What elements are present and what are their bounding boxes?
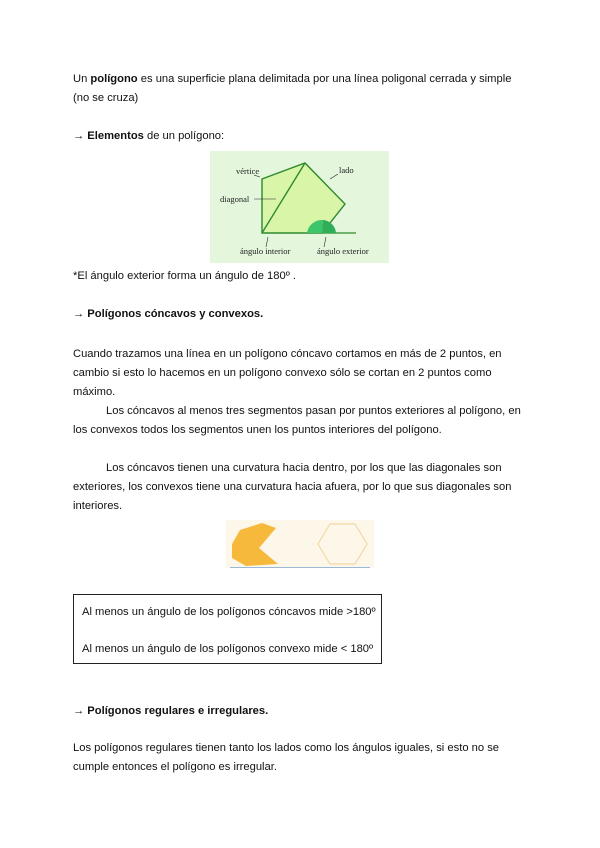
figure-baseline (230, 567, 370, 568)
box-line-convex: Al menos un ángulo de los polígonos convexo mide < 180º (82, 643, 374, 655)
paragraph-line-cut: Cuando trazamos una línea en un polígono cóncavo cortamos en más de 2 puntos, en cambio si esto lo hacemos en un polígono convexo sólo se cortan en 2 puntos como máximo. (73, 348, 502, 398)
label-lado: lado (339, 165, 354, 175)
intro-text: es una superficie plana delimitada por una línea poligonal cerrada y simple (no se cruza) (73, 73, 512, 104)
elements-text: de un polígono: (143, 130, 225, 142)
elements-heading (73, 127, 525, 146)
paragraph-regular: Los polígonos regulares tienen tanto los lados como los ángulos iguales, si esto no se cumple entonces el polígono es irregular. (73, 742, 500, 773)
concave-convex-heading (73, 305, 525, 324)
exterior-angle-mark-2 (322, 220, 336, 233)
intro-prefix: Un (73, 73, 91, 85)
elements-term: Elementos (87, 130, 144, 142)
paragraph-segments: Los cóncavos al menos tres segmentos pasan por puntos exteriores al polígono, en los convexos todos los segmentos unen los puntos interiores del polígono. (73, 405, 521, 436)
label-diagonal: diagonal (220, 194, 250, 204)
label-angulo-exterior: ángulo exterior (317, 246, 369, 256)
concave-convex-figure (226, 520, 374, 568)
regular-irregular-heading-text: → Polígonos regulares e irregulares. (73, 705, 269, 717)
pointer-lado (330, 174, 338, 179)
label-angulo-interior: ángulo interior (240, 246, 291, 256)
intro-paragraph (73, 70, 525, 108)
box-line-concave: Al menos un ángulo de los polígonos cóncavos mide >180º (82, 606, 376, 618)
polygon-shape (262, 163, 345, 233)
polygon-elements-figure (210, 151, 389, 263)
regular-irregular-heading (73, 702, 525, 721)
convex-hexagon (318, 524, 367, 564)
arrow-glyph: → (73, 130, 88, 142)
intro-term: polígono (90, 73, 138, 85)
angle-summary-box (73, 594, 382, 664)
paragraph-curvature: Los cóncavos tienen una curvatura hacia dentro, por los que las diagonales son exteriores, los convexos tiene una curvatura hacia afuera, por lo que sus diagonales son interiores. (73, 462, 512, 512)
exterior-angle-note: *El ángulo exterior forma un ángulo de 180º . (73, 270, 297, 282)
label-vertice: vértice (236, 166, 260, 176)
concave-polygon (232, 523, 278, 566)
concave-convex-heading-text: → Polígonos cóncavos y convexos. (73, 308, 264, 320)
